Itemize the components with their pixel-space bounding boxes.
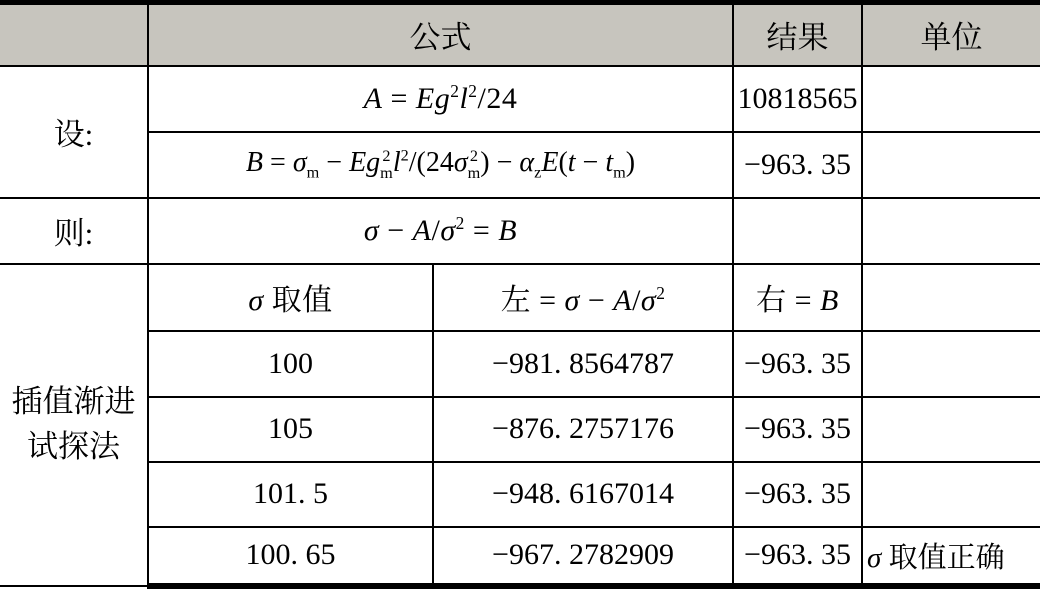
sigma-value-cell: 101. 5 <box>148 462 433 527</box>
trial-row-1 <box>0 331 1040 397</box>
row-formula-b <box>0 132 1040 198</box>
interp-label-line1: 插值渐进 <box>11 383 136 419</box>
unit-b-cell <box>862 132 1040 198</box>
section-label-ze: 则: <box>0 198 148 264</box>
trial-row-2 <box>0 397 1040 462</box>
section-label-she: 设: <box>0 66 148 198</box>
right-value-cell: −963. 35 <box>733 397 862 462</box>
trial-row-3 <box>0 462 1040 527</box>
result-b-cell: −963. 35 <box>733 132 862 198</box>
right-value-cell: −963. 35 <box>733 527 862 586</box>
sigma-value-cell: 100 <box>148 331 433 397</box>
subheader-sigma-cell: σ 取值 <box>148 264 433 331</box>
row-equation <box>0 198 1040 264</box>
interp-label-line2: 试探法 <box>27 428 120 464</box>
unit-a-cell <box>862 66 1040 132</box>
conclusion-cell: σ 取值正确 <box>862 527 1040 586</box>
subheader-unit-cell <box>862 264 1040 331</box>
subheader-right-cell: 右 = B <box>733 264 862 331</box>
formula-b-cell: $B = \sigma_m - Eg$ 2 m $l^2/(24\sigma$ 2 m ) − $\alpha_zE(t - t_m)$ <box>148 132 733 198</box>
result-ze-cell <box>733 198 862 264</box>
left-value-cell: −876. 2757176 <box>433 397 733 462</box>
section-label-interp <box>0 264 148 586</box>
header-cell-unit: 单位 <box>862 3 1040 66</box>
unit-cell <box>862 331 1040 397</box>
formula-a-cell: $A = Eg^2l^2/24$ <box>148 66 733 132</box>
header-cell-result: 结果 <box>733 3 862 66</box>
row-formula-a <box>0 66 1040 132</box>
left-value-cell: −948. 6167014 <box>433 462 733 527</box>
result-a-cell: 10818565 <box>733 66 862 132</box>
right-value-cell: −963. 35 <box>733 462 862 527</box>
header-row <box>0 3 1040 66</box>
unit-ze-cell <box>862 198 1040 264</box>
unit-cell <box>862 397 1040 462</box>
header-cell-formula: 公式 <box>148 3 733 66</box>
sigma-value-cell: 105 <box>148 397 433 462</box>
left-value-cell: −967. 2782909 <box>433 527 733 586</box>
trial-row-4 <box>0 527 1040 586</box>
equation-cell: $\sigma - A/\sigma^2 = B$ <box>148 198 733 264</box>
unit-cell <box>862 462 1040 527</box>
sigma-value-cell: 100. 65 <box>148 527 433 586</box>
header-cell-blank <box>0 3 148 66</box>
subheader-left-cell: 左 = $\sigma - A/\sigma^2$ <box>433 264 733 331</box>
row-subheader <box>0 264 1040 331</box>
right-value-cell: −963. 35 <box>733 331 862 397</box>
left-value-cell: −981. 8564787 <box>433 331 733 397</box>
